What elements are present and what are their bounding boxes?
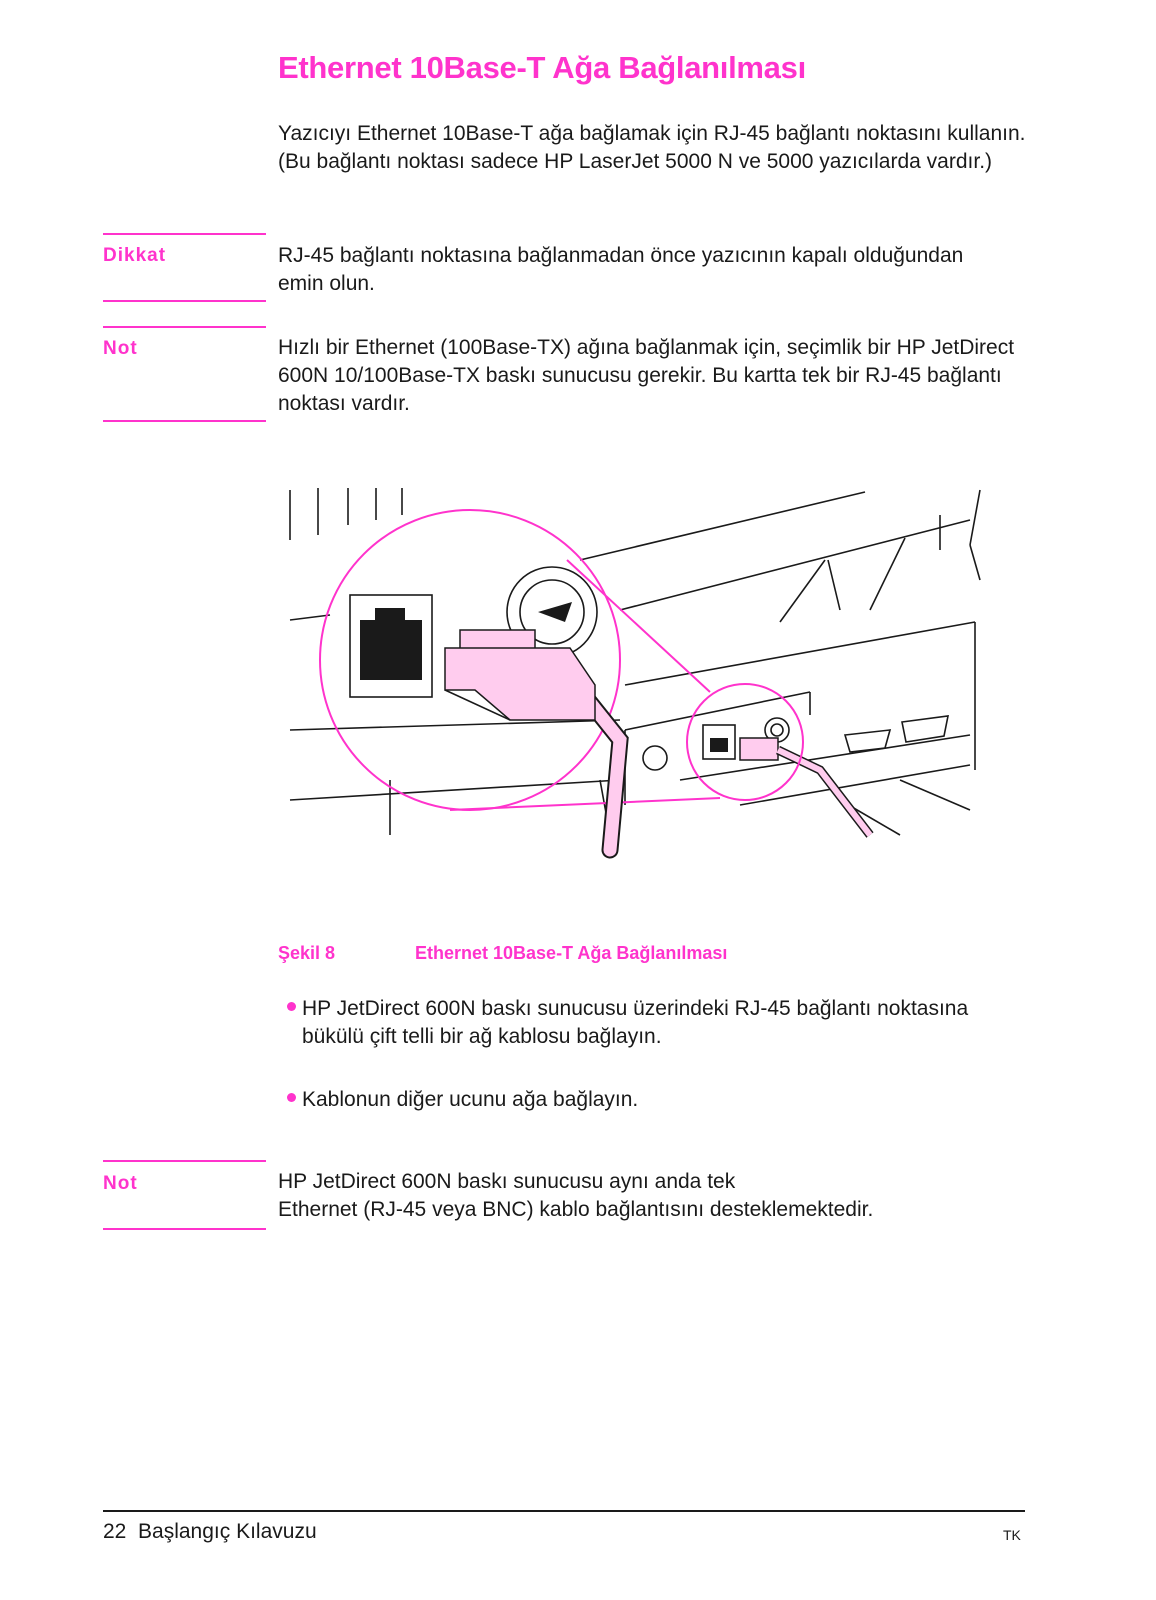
caution-bottom-rule	[103, 300, 266, 302]
note1-label: Not	[103, 338, 138, 359]
zoom-line-top	[567, 560, 710, 692]
note2-line2: Ethernet (RJ-45 veya BNC) kablo bağlantısını desteklemektedir.	[278, 1198, 874, 1221]
note2-label: Not	[103, 1173, 138, 1194]
note2-top-rule	[103, 1160, 266, 1162]
book-title: Başlangıç Kılavuzu	[138, 1520, 317, 1543]
caution-top-rule	[103, 233, 266, 235]
note1-bottom-rule	[103, 420, 266, 422]
page-number: 22	[103, 1520, 127, 1543]
ethernet-connection-illustration	[280, 480, 1020, 860]
figure-caption: Ethernet 10Base-T Ağa Bağlanılması	[415, 943, 728, 963]
figure-number: Şekil 8	[278, 943, 336, 963]
caution-text: RJ-45 bağlantı noktasına bağlanmadan önce yazıcının kapalı olduğundan emin olun.	[278, 244, 964, 295]
footer-left	[103, 1520, 317, 1544]
note2-line1: HP JetDirect 600N baskı sunucusu aynı anda tek	[278, 1170, 736, 1193]
caution-label: Dikkat	[103, 245, 167, 266]
bullet-icon	[287, 1002, 296, 1011]
enlarged-cable-plug	[445, 630, 620, 850]
page-title: Ethernet 10Base-T Ağa Bağlanılması	[278, 50, 806, 85]
step-2-text: Kablonun diğer ucunu ağa bağlayın.	[302, 1088, 639, 1111]
note1-text: Hızlı bir Ethernet (100Base-TX) ağına bağlanmak için, seçimlik bir HP JetDirect 600N 10/100Base-TX baskı sunucusu gerekir. Bu kartta tek bir RJ-45 bağlantı noktası vardır.	[278, 336, 1015, 415]
language-code: TK	[1003, 1527, 1021, 1543]
enlarged-rj45-port	[350, 595, 432, 697]
step-1-text: HP JetDirect 600N baskı sunucusu üzerindeki RJ-45 bağlantı noktasına bükülü çift telli bir ağ kablosu bağlayın.	[302, 997, 969, 1048]
footer-rule	[103, 1510, 1025, 1512]
intro-paragraph: Yazıcıyı Ethernet 10Base-T ağa bağlamak için RJ-45 bağlantı noktasını kullanın. (Bu bağlantı noktası sadece HP LaserJet 5000 N ve 5000 yazıcılarda vardır.)	[278, 122, 1026, 173]
note1-top-rule	[103, 326, 266, 328]
bullet-icon	[287, 1093, 296, 1102]
note2-bottom-rule	[103, 1228, 266, 1230]
